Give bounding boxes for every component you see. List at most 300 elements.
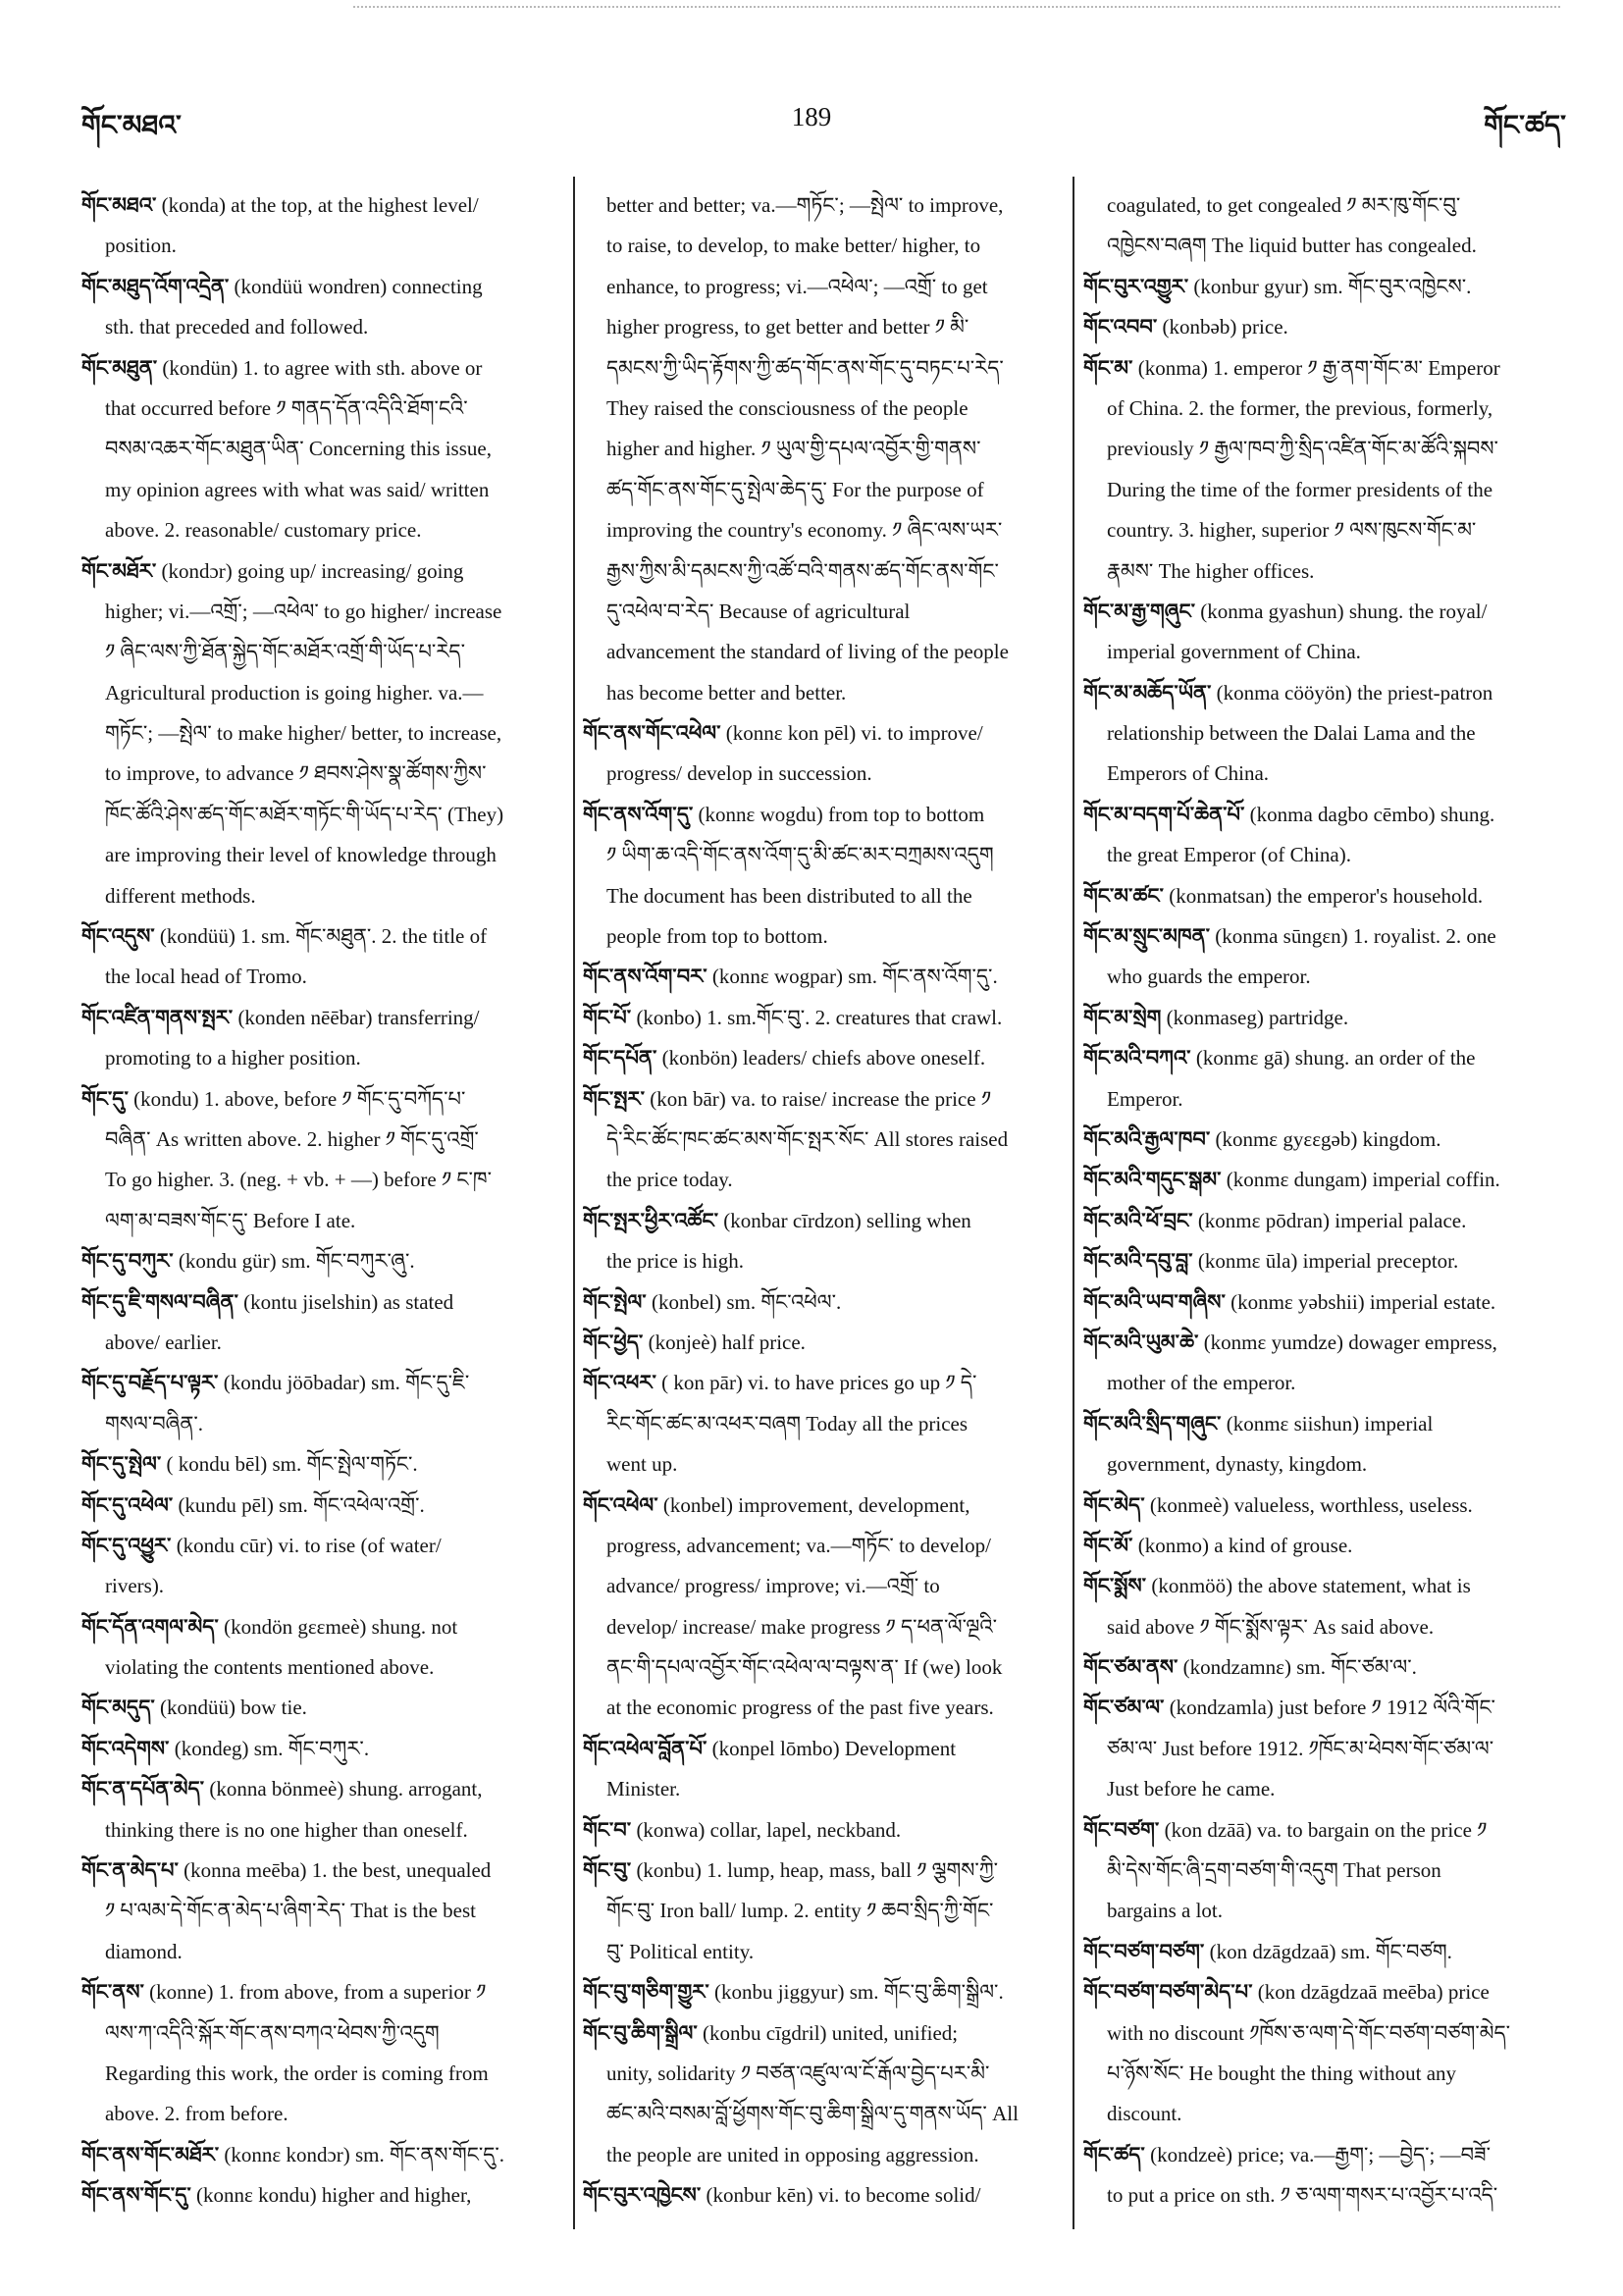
entry-text: གོང་བུ་ Iron ball/ lump. 2. entity ༡ ཆབ་སྲིད་ཀྱི་གོང་ bbox=[606, 1899, 994, 1923]
entry-text: འཁྱེངས་བཞག The liquid butter has congealed. bbox=[1107, 234, 1477, 258]
entry-headword: གོང་དཔོན་ bbox=[583, 1046, 657, 1070]
entry-headword: གོང་དུ་ཇི་གསལ་བཞིན་ bbox=[81, 1289, 238, 1314]
dictionary-entry bbox=[583, 713, 1064, 795]
entry-line bbox=[81, 592, 554, 632]
entry-first-line bbox=[81, 1688, 554, 1728]
entry-text: above. 2. reasonable/ customary price. bbox=[105, 518, 422, 543]
entry-headword: གོང་ནས་འོག་དུ་ bbox=[583, 802, 694, 826]
dictionary-entry bbox=[1083, 795, 1552, 876]
entry-first-line bbox=[1083, 1932, 1552, 1972]
entry-line bbox=[583, 307, 1064, 347]
entry-line bbox=[583, 1647, 1064, 1688]
dictionary-entry bbox=[81, 1241, 554, 1281]
dictionary-entry bbox=[81, 1444, 554, 1485]
entry-headword: གོང་མ་རྒྱ་གཞུང་ bbox=[1083, 599, 1195, 623]
entry-first-line bbox=[583, 2013, 1064, 2054]
entry-line bbox=[1083, 2013, 1552, 2054]
entry-text: (konnɛ kon pēl) vi. to improve/ bbox=[725, 721, 983, 746]
entry-line bbox=[1083, 470, 1552, 510]
entry-headword: གོང་ན་མེད་པ་ bbox=[81, 1858, 179, 1883]
entry-text: (kontu jiselshin) as stated bbox=[243, 1289, 454, 1314]
entry-text: progress, advancement; va.—གཏོང་ to develop/ bbox=[606, 1533, 991, 1557]
entry-text: the price is high. bbox=[606, 1249, 744, 1274]
entry-line bbox=[583, 348, 1064, 389]
entry-line bbox=[81, 1201, 554, 1241]
entry-first-line bbox=[81, 1282, 554, 1323]
entry-first-line bbox=[583, 1201, 1064, 1241]
dictionary-entry bbox=[1083, 1647, 1552, 1688]
entry-first-line bbox=[1083, 1282, 1552, 1323]
entry-line bbox=[81, 429, 554, 469]
entry-headword: གོང་མཐའ་ bbox=[81, 193, 157, 217]
entry-line bbox=[583, 389, 1064, 429]
entry-first-line bbox=[81, 1769, 554, 1809]
entry-text: དམངས་ཀྱི་ཡིད་རྟོགས་ཀྱི་ཚད་གོང་ནས་གོང་དུ་བཏང་པ་རེད་ bbox=[606, 355, 1004, 380]
entry-text: imperial government of China. bbox=[1107, 640, 1361, 664]
entry-headword: གོང་མའི་ཡུམ་ཆེ་ bbox=[1083, 1330, 1199, 1354]
entry-text: has become better and better. bbox=[606, 680, 847, 704]
entry-line bbox=[81, 1038, 554, 1078]
entry-line bbox=[81, 1810, 554, 1851]
entry-first-line bbox=[1083, 1160, 1552, 1200]
entry-text: at the economic progress of the past five years. bbox=[606, 1696, 994, 1720]
dictionary-entry bbox=[583, 1851, 1064, 1972]
entry-first-line bbox=[1083, 592, 1552, 632]
dictionary-entry bbox=[583, 795, 1064, 958]
entry-text: To go higher. 3. (neg. + vb. + —) before ༡ ང་ཁ་ bbox=[105, 1168, 493, 1192]
entry-line bbox=[583, 876, 1064, 916]
entry-line bbox=[1083, 389, 1552, 429]
entry-first-line bbox=[81, 1444, 554, 1485]
dictionary-entry bbox=[583, 1810, 1064, 1851]
entry-line bbox=[81, 1404, 554, 1444]
dictionary-entry bbox=[583, 1079, 1064, 1201]
entry-first-line bbox=[1083, 1647, 1552, 1688]
entry-text: the people are united in opposing aggression. bbox=[606, 2142, 979, 2166]
entry-headword: གོང་འཕེལ་ bbox=[583, 1492, 658, 1517]
entry-line bbox=[583, 1526, 1064, 1566]
dictionary-entry bbox=[583, 2175, 1064, 2216]
entry-text: went up. bbox=[606, 1452, 678, 1477]
entry-text: (kondu) 1. above, before ༡ གོང་དུ་བཀོད་པ་ bbox=[133, 1086, 466, 1111]
entry-first-line bbox=[583, 1729, 1064, 1769]
entry-text: བཞིན་ As written above. 2. higher ༡ གོང་དུ་འགྲོ་ bbox=[105, 1126, 479, 1151]
entry-text: country. 3. higher, superior ༡ ལས་ཁུངས་གོང་མ་ bbox=[1107, 518, 1477, 543]
right-column bbox=[1083, 185, 1552, 2217]
entry-line bbox=[81, 510, 554, 550]
dictionary-entry bbox=[1083, 1404, 1552, 1486]
entry-line bbox=[1083, 429, 1552, 469]
entry-text: (konbar cīrdzon) selling when bbox=[723, 1208, 971, 1232]
entry-line bbox=[583, 1607, 1064, 1647]
entry-text: (konmɛ pōdran) imperial palace. bbox=[1197, 1208, 1467, 1232]
entry-text: people from top to bottom. bbox=[606, 924, 828, 949]
entry-text: with no discount ༡ཁོས་ཅ་ལག་དེ་གོང་བཙག་བཙག་མེད་ bbox=[1107, 2020, 1511, 2045]
entry-text: They raised the consciousness of the people bbox=[606, 395, 969, 420]
entry-text: (kondzamnɛ) sm. གོང་ཙམ་ལ་. bbox=[1182, 1655, 1417, 1680]
entry-headword: གོང་མའི་བཀའ་ bbox=[1083, 1046, 1191, 1070]
entry-headword: གོང་བ་ bbox=[583, 1817, 632, 1842]
left-column bbox=[81, 185, 554, 2217]
dictionary-entry-continued bbox=[583, 185, 1064, 713]
entry-text: དུ་འཕེལ་བ་རེད་ Because of agricultural bbox=[606, 599, 911, 623]
entry-text: པ་ཉོས་སོང་ He bought the thing without any bbox=[1107, 2061, 1457, 2085]
entry-text: (kondzamla) just before ༡ 1912 ལོའི་གོང་ bbox=[1169, 1696, 1495, 1720]
entry-line bbox=[81, 1932, 554, 1972]
entry-text: (konbur kēn) vi. to become solid/ bbox=[706, 2183, 981, 2208]
entry-text: ༡ ཡིག་ཆ་འདི་གོང་ནས་འོག་དུ་མི་ཚང་མར་བཀྲམས་འདུག bbox=[606, 843, 994, 867]
entry-text: གཏོང་; —སྤེལ་ to make higher/ better, to increase, bbox=[105, 721, 502, 746]
entry-first-line bbox=[1083, 348, 1552, 389]
entry-text: are improving their level of knowledge through bbox=[105, 843, 497, 867]
page-number: 189 bbox=[791, 102, 832, 131]
entry-line bbox=[81, 673, 554, 713]
entry-headword: གོང་བུ་ཆིག་སྒྲིལ་ bbox=[583, 2020, 698, 2045]
entry-text: higher and higher. ༡ ཡུལ་གྱི་དཔལ་འབྱོར་གྱི་གནས་ bbox=[606, 437, 981, 461]
entry-text: ནང་གི་དཔལ་འབྱོར་གོང་འཕེལ་ལ་བལྟས་ན་ If (we) look bbox=[606, 1655, 1003, 1680]
entry-text: (konnɛ wogdu) from top to bottom bbox=[698, 802, 985, 826]
entry-text: (konmɛ gā) shung. an order of the bbox=[1195, 1046, 1476, 1070]
entry-line bbox=[1083, 2175, 1552, 2216]
entry-headword: གོང་བཙག་བཙག་མེད་པ་ bbox=[1083, 1980, 1253, 2005]
entry-headword: གོང་ཕྱེད་ bbox=[583, 1330, 644, 1354]
entry-line bbox=[583, 2054, 1064, 2094]
entry-headword: གོང་འཛིན་གནས་སྤར་ bbox=[81, 1005, 234, 1029]
entry-first-line bbox=[1083, 267, 1552, 307]
dictionary-entry bbox=[1083, 1932, 1552, 1972]
entry-headword: གོང་བུ་གཅིག་གྱུར་ bbox=[583, 1980, 709, 2005]
entry-text: Emperors of China. bbox=[1107, 761, 1270, 786]
entry-headword: གོང་མ་ bbox=[1083, 355, 1133, 380]
entry-first-line bbox=[583, 1972, 1064, 2012]
entry-text: (konmo) a kind of grouse. bbox=[1137, 1533, 1353, 1557]
dictionary-entry bbox=[1083, 998, 1552, 1038]
entry-line bbox=[583, 1120, 1064, 1160]
entry-text: advancement the standard of living of the people bbox=[606, 640, 1009, 664]
entry-text: (kondüü) 1. sm. གོང་མཐུན་. 2. the title of bbox=[159, 924, 488, 949]
entry-text: (kondzeè) price; va.—རྒྱག་; —བྱེད་; —བཟོ་ bbox=[1150, 2142, 1492, 2166]
entry-line bbox=[583, 551, 1064, 592]
entry-headword: གོང་བཙག་ bbox=[1083, 1817, 1160, 1842]
entry-first-line bbox=[583, 957, 1064, 997]
entry-headword: གོང་དུ་བཀུར་ bbox=[81, 1249, 174, 1274]
entry-text: ཚང་མའི་བསམ་བློ་ཕྱོགས་གོང་བུ་ཆིག་སྒྲིལ་དུ་གནས་ཡོད་ All bbox=[606, 2102, 1019, 2126]
entry-line bbox=[583, 754, 1064, 794]
entry-text: develop/ increase/ make progress ༡ ད་ཕན་ལོ་ལྔའི་ bbox=[606, 1614, 998, 1639]
entry-first-line bbox=[81, 1241, 554, 1281]
entry-text: government, dynasty, kingdom. bbox=[1107, 1452, 1368, 1477]
entry-line bbox=[81, 2094, 554, 2134]
entry-line bbox=[583, 510, 1064, 550]
entry-first-line bbox=[81, 1729, 554, 1769]
entry-first-line bbox=[81, 348, 554, 389]
entry-first-line bbox=[583, 1486, 1064, 1526]
entry-line bbox=[81, 470, 554, 510]
entry-line bbox=[1083, 713, 1552, 754]
entry-headword: གོང་མ་སྲུང་མཁན་ bbox=[1083, 924, 1211, 949]
entry-first-line bbox=[583, 1810, 1064, 1851]
dictionary-entry bbox=[1083, 1323, 1552, 1404]
dictionary-entry bbox=[1083, 1038, 1552, 1120]
entry-first-line bbox=[81, 267, 554, 307]
entry-line bbox=[1083, 632, 1552, 672]
entry-headword: གོང་མཐུད་འོག་འདྲེན་ bbox=[81, 274, 230, 298]
entry-line bbox=[1083, 1363, 1552, 1403]
entry-text: (konbel) sm. གོང་འཕེལ་. bbox=[651, 1289, 842, 1314]
entry-text: mother of the emperor. bbox=[1107, 1371, 1296, 1395]
entry-text: (konbu jiggyur) sm. གོང་བུ་ཆིག་སྒྲིལ་. bbox=[714, 1980, 1004, 2005]
entry-text: (konmaseg) partridge. bbox=[1166, 1005, 1349, 1029]
dictionary-entry bbox=[81, 551, 554, 917]
entry-text: (kondu jöōbadar) sm. གོང་དུ་ཇི་ bbox=[223, 1371, 470, 1395]
entry-text: diamond. bbox=[105, 1939, 183, 1963]
entry-first-line bbox=[583, 998, 1064, 1038]
entry-text: (konma cööyön) the priest-patron bbox=[1216, 680, 1493, 704]
entry-headword: གོང་དོན་འགལ་མེད་ bbox=[81, 1614, 219, 1639]
entry-first-line bbox=[1083, 1526, 1552, 1566]
entry-headword: གོང་དུ་ bbox=[81, 1086, 129, 1111]
entry-line bbox=[583, 185, 1064, 226]
entry-line bbox=[81, 754, 554, 794]
dictionary-entry bbox=[81, 1769, 554, 1851]
entry-line bbox=[583, 673, 1064, 713]
entry-line bbox=[81, 1647, 554, 1688]
entry-text: ལག་མ་བཟས་གོང་དུ་ Before I ate. bbox=[105, 1208, 356, 1232]
dictionary-entry bbox=[1083, 1688, 1552, 1809]
top-dotted-rule bbox=[353, 6, 1560, 8]
dictionary-entry bbox=[583, 1323, 1064, 1363]
entry-line bbox=[583, 1160, 1064, 1200]
entry-line bbox=[583, 1566, 1064, 1606]
entry-headword: གོང་བུ་ bbox=[583, 1858, 632, 1883]
entry-headword: གོང་བུར་འཁྱེངས་ bbox=[583, 2183, 702, 2208]
entry-line bbox=[81, 226, 554, 266]
entry-line bbox=[1083, 1444, 1552, 1485]
dictionary-entry bbox=[81, 348, 554, 551]
entry-line bbox=[583, 1891, 1064, 1931]
entry-text: (konda) at the top, at the highest level/ bbox=[161, 193, 479, 217]
entry-text: Minister. bbox=[606, 1777, 681, 1801]
entry-text: (kondu gür) sm. གོང་བཀུར་ཞུ་. bbox=[178, 1249, 415, 1274]
entry-text: (konbel) improvement, development, bbox=[662, 1492, 970, 1517]
entry-text: (konbəb) price. bbox=[1162, 315, 1288, 339]
entry-text: previously ༡ རྒྱལ་ཁབ་ཀྱི་སྲིད་འཛིན་གོང་མ་ཚོའི་སྐབས་ bbox=[1107, 437, 1498, 461]
entry-text: unity, solidarity ༡ བཙན་འཛུལ་ལ་ངོ་རྒོལ་བྱེད་པར་མི་ bbox=[606, 2061, 990, 2085]
entry-headword: གོང་བུར་འགྱུར་ bbox=[1083, 274, 1189, 298]
entry-text: རྣམས་ The higher offices. bbox=[1107, 558, 1315, 583]
entry-line bbox=[81, 632, 554, 672]
entry-headword: གོང་མའི་རྒྱལ་ཁབ་ bbox=[1083, 1126, 1211, 1151]
entry-text: relationship between the Dalai Lama and the bbox=[1107, 721, 1476, 746]
entry-line bbox=[81, 1120, 554, 1160]
entry-text: Just before he came. bbox=[1107, 1777, 1276, 1801]
entry-text: ༡ པ་ལམ་དེ་གོང་ན་མེད་པ་ཞིག་རེད་ That is the best bbox=[105, 1899, 476, 1923]
entry-text: bargains a lot. bbox=[1107, 1899, 1224, 1923]
entry-first-line bbox=[81, 1972, 554, 2012]
entry-text: ཁོང་ཚོའི་ཤེས་ཚད་གོང་མཐོར་གཏོང་གི་ཡོད་པ་རེད་ (They) bbox=[105, 802, 504, 826]
entry-line bbox=[1083, 551, 1552, 592]
entry-line bbox=[1083, 1891, 1552, 1931]
entry-text: advance/ progress/ improve; vi.—འགྲོ་ to bbox=[606, 1574, 940, 1598]
entry-text: Emperor. bbox=[1107, 1086, 1183, 1111]
dictionary-entry bbox=[81, 1607, 554, 1689]
entry-headword: གོང་འདུས་ bbox=[81, 924, 155, 949]
dictionary-entry bbox=[1083, 592, 1552, 673]
dictionary-entry bbox=[1083, 1201, 1552, 1241]
entry-text: བུ་ Political entity. bbox=[606, 1939, 755, 1963]
entry-headword: གོང་སྤར་ bbox=[583, 1086, 645, 1111]
entry-first-line bbox=[81, 1079, 554, 1120]
entry-line bbox=[583, 226, 1064, 266]
entry-headword: གོང་ཙམ་ལ་ bbox=[1083, 1696, 1165, 1720]
dictionary-entry bbox=[81, 1282, 554, 1364]
entry-text: progress/ develop in succession. bbox=[606, 761, 872, 786]
entry-text: ཚད་གོང་ནས་གོང་དུ་སྤེལ་ཆེད་དུ་ For the purpose of bbox=[606, 477, 984, 501]
entry-text: (konnɛ wogpar) sm. གོང་ནས་འོག་དུ་. bbox=[711, 965, 998, 989]
entry-text: During the time of the former presidents of the bbox=[1107, 477, 1493, 501]
entry-headword: གོང་མཐུན་ bbox=[81, 355, 158, 380]
entry-first-line bbox=[1083, 1810, 1552, 1851]
entry-text: promoting to a higher position. bbox=[105, 1046, 361, 1070]
entry-first-line bbox=[81, 185, 554, 226]
entry-headword: གོང་མ་བདག་པོ་ཆེན་པོ་ bbox=[1083, 802, 1245, 826]
entry-first-line bbox=[1083, 998, 1552, 1038]
dictionary-entry bbox=[1083, 2135, 1552, 2217]
entry-line bbox=[81, 2054, 554, 2094]
entry-first-line bbox=[81, 2175, 554, 2216]
dictionary-entry bbox=[583, 1486, 1064, 1729]
entry-first-line bbox=[81, 2135, 554, 2175]
dictionary-entry bbox=[81, 1688, 554, 1728]
dictionary-entry bbox=[81, 185, 554, 267]
entry-headword: གོང་ནས་གོང་དུ་ bbox=[81, 2183, 191, 2208]
entry-text: (konnɛ kondɔr) sm. གོང་ནས་གོང་དུ་. bbox=[224, 2142, 505, 2166]
entry-text: (konjeè) half price. bbox=[648, 1330, 806, 1354]
entry-headword: གོང་བཙག་བཙག་ bbox=[1083, 1939, 1205, 1963]
entry-text: རྒྱས་ཀྱིས་མི་དམངས་ཀྱི་འཚོ་བའི་གནས་ཚད་གོང་ནས་གོང་ bbox=[606, 558, 999, 583]
entry-text: (konbur gyur) sm. གོང་བུར་འཁྱེངས་. bbox=[1193, 274, 1472, 298]
entry-first-line bbox=[583, 1282, 1064, 1323]
entry-line bbox=[1083, 1607, 1552, 1647]
column-divider bbox=[1073, 177, 1074, 2229]
dictionary-entry bbox=[81, 998, 554, 1079]
entry-headword: གོང་ཚད་ bbox=[1083, 2142, 1145, 2166]
dictionary-entry bbox=[1083, 1486, 1552, 1526]
entry-first-line bbox=[583, 1038, 1064, 1078]
entry-line bbox=[583, 1404, 1064, 1444]
entry-line bbox=[1083, 2054, 1552, 2094]
entry-text: (konmeè) valueless, worthless, useless. bbox=[1149, 1492, 1473, 1517]
entry-first-line bbox=[583, 1079, 1064, 1120]
middle-column bbox=[583, 185, 1064, 2217]
entry-line bbox=[81, 713, 554, 754]
dictionary-entry bbox=[81, 2175, 554, 2216]
entry-text: (kon dzāgdzaā) sm. གོང་བཙག. bbox=[1209, 1939, 1452, 1963]
entry-headword: གོང་མ་སྲེག bbox=[1083, 1005, 1162, 1029]
entry-text: Agricultural production is going higher. va.— bbox=[105, 680, 484, 704]
entry-text: Regarding this work, the order is coming from bbox=[105, 2061, 489, 2085]
entry-headword: གོང་མཐོར་ bbox=[81, 558, 157, 583]
entry-text: to raise, to develop, to make better/ higher, to bbox=[606, 234, 981, 258]
entry-text: (konmatsan) the emperor's household. bbox=[1169, 883, 1484, 908]
dictionary-entry bbox=[1083, 1120, 1552, 1160]
entry-first-line bbox=[81, 1363, 554, 1403]
entry-text: of China. 2. the former, the previous, formerly, bbox=[1107, 395, 1493, 420]
entry-headword: གོང་ནས་གོང་མཐོར་ bbox=[81, 2142, 220, 2166]
entry-line bbox=[1083, 2094, 1552, 2134]
entry-first-line bbox=[1083, 1241, 1552, 1281]
entry-first-line bbox=[583, 2175, 1064, 2216]
entry-line bbox=[1083, 1729, 1552, 1769]
entry-line bbox=[1083, 1851, 1552, 1891]
entry-headword: གོང་འདེགས་ bbox=[81, 1736, 170, 1760]
left-guide-word: གོང་མཐའ་ bbox=[81, 111, 182, 141]
entry-text: above/ earlier. bbox=[105, 1330, 222, 1354]
entry-text: (konmɛ gyɛɛgəb) kingdom. bbox=[1215, 1126, 1441, 1151]
entry-line bbox=[81, 2013, 554, 2054]
entry-headword: གོང་དུ་སྤེལ་ bbox=[81, 1452, 162, 1477]
dictionary-entry bbox=[1083, 1160, 1552, 1200]
entry-text: that occurred before ༡ གནད་དོན་འདིའི་ཐོག་ངའི་ bbox=[105, 395, 468, 420]
entry-text: ལས་ཀ་འདིའི་སྐོར་གོང་ནས་བཀའ་ཕེབས་ཀྱི་འདུག bbox=[105, 2020, 440, 2045]
entry-headword: གོང་ནས་ bbox=[81, 1980, 144, 2005]
entry-first-line bbox=[1083, 1688, 1552, 1728]
entry-headword: གོང་མའི་ཕོ་བྲང་ bbox=[1083, 1208, 1193, 1232]
entry-text: (konne) 1. from above, from a superior ༡ bbox=[149, 1980, 487, 2005]
dictionary-entry bbox=[1083, 673, 1552, 795]
entry-text: sth. that preceded and followed. bbox=[105, 315, 369, 339]
entry-text: ཙམ་ལ་ Just before 1912. ༡ཁོང་མ་ཕེབས་གོང་ཙམ་ལ་ bbox=[1107, 1736, 1494, 1760]
entry-line bbox=[1083, 1769, 1552, 1809]
entry-text: (kondüü wondren) connecting bbox=[234, 274, 483, 298]
entry-first-line bbox=[81, 1526, 554, 1566]
entry-line bbox=[81, 876, 554, 916]
entry-first-line bbox=[583, 1323, 1064, 1363]
entry-text: (kundu pēl) sm. གོང་འཕེལ་འགྲོ་. bbox=[178, 1492, 425, 1517]
entry-text: (konbo) 1. sm.གོང་བུ་. 2. creatures that crawl. bbox=[636, 1005, 1003, 1029]
entry-text: violating the contents mentioned above. bbox=[105, 1655, 435, 1680]
entry-headword: གོང་སྤེལ་ bbox=[583, 1289, 647, 1314]
dictionary-entry bbox=[583, 1201, 1064, 1282]
entry-line bbox=[1083, 226, 1552, 266]
entry-text: (kondüü) bow tie. bbox=[160, 1696, 307, 1720]
dictionary-entry bbox=[1083, 1566, 1552, 1647]
dictionary-entry bbox=[1083, 1972, 1552, 2135]
entry-text: (konna bönmeè) shung. arrogant, bbox=[209, 1777, 483, 1801]
entry-first-line bbox=[1083, 307, 1552, 347]
entry-headword: གོང་མའི་ཡབ་གཞིས་ bbox=[1083, 1289, 1226, 1314]
entry-headword: གོང་ན་དཔོན་མེད་ bbox=[81, 1777, 205, 1801]
entry-text: ( kon pār) vi. to have prices go up ༡ དེ་ bbox=[661, 1371, 977, 1395]
entry-headword: གོང་དུ་འཕེལ་ bbox=[81, 1492, 174, 1517]
entry-line bbox=[1083, 1079, 1552, 1120]
entry-first-line bbox=[1083, 1201, 1552, 1241]
dictionary-entry bbox=[81, 1363, 554, 1444]
dictionary-entry bbox=[81, 1486, 554, 1526]
entry-first-line bbox=[1083, 916, 1552, 957]
entry-first-line bbox=[1083, 1038, 1552, 1078]
entry-text: (kondɔr) going up/ increasing/ going bbox=[161, 558, 464, 583]
entry-text: rivers). bbox=[105, 1574, 165, 1598]
entry-headword: གོང་ཙམ་ནས་ bbox=[1083, 1655, 1178, 1680]
entry-text: the local head of Tromo. bbox=[105, 965, 307, 989]
entry-text: discount. bbox=[1107, 2102, 1182, 2126]
entry-headword: གོང་སྤར་ཕྱིར་འཚོང་ bbox=[583, 1208, 719, 1232]
dictionary-entry bbox=[1083, 307, 1552, 347]
entry-line bbox=[81, 957, 554, 997]
entry-text: enhance, to progress; vi.—འཕེལ་; —འགྲོ་ to get bbox=[606, 274, 988, 298]
entry-headword: གོང་མའི་དབུ་བླ་ bbox=[1083, 1249, 1193, 1274]
